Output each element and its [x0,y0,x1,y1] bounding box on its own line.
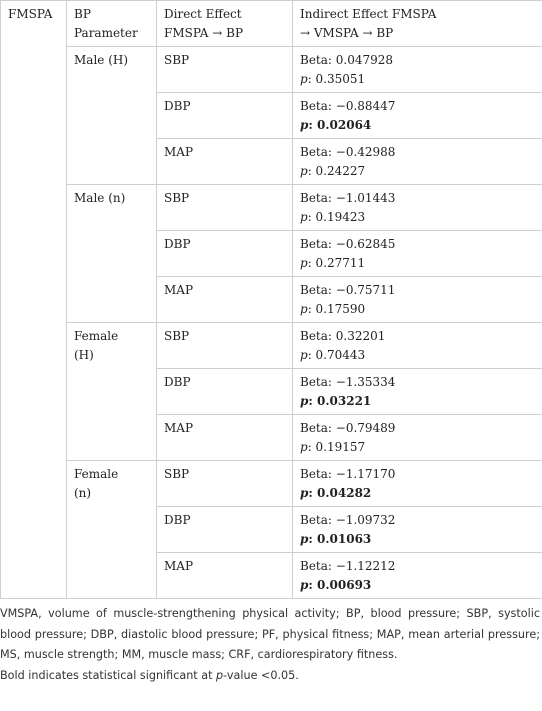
group-label [67,461,157,599]
beta-prefix: Beta: [300,421,336,435]
beta-prefix: Beta: [300,375,336,389]
beta-prefix: Beta: [300,283,336,297]
direct-beta [300,189,535,208]
direct-beta [300,235,535,254]
direct-p-value [300,208,535,227]
beta-prefix: Beta: [300,191,336,205]
p-prefix: p [300,532,309,546]
p-colon: : [307,72,316,86]
bp-parameter-cell: DBP [157,507,293,553]
table-row [1,185,542,231]
direct-p-value [300,116,535,135]
direct-effect-cell [293,323,542,369]
bp-parameter-cell: MAP [157,139,293,185]
p-colon: : [307,348,316,362]
group-label-line1: Female [74,329,119,343]
p-value: 0.19423 [315,210,366,224]
group-label [67,47,157,185]
direct-p-value [300,300,535,319]
p-colon: : [308,394,317,408]
direct-p-value [300,438,535,457]
direct-p-value [300,484,535,503]
group-label-line1: Male (n) [74,191,126,205]
p-colon: : [308,118,317,132]
direct-effect-cell [293,461,542,507]
direct-p-value [300,70,535,89]
p-prefix: p [300,440,308,454]
p-value: 0.24227 [315,164,366,178]
bp-parameter-cell: DBP [157,231,293,277]
bold-significance-note: Bold indicates statistical significant at p-value <0.05. [0,668,299,682]
beta-prefix: Beta: [300,99,336,113]
direct-beta [300,327,535,346]
direct-beta [300,419,535,438]
p-colon: : [307,256,316,270]
beta-prefix: Beta: [300,237,336,251]
header-bp-parameter [67,1,157,47]
bp-parameter-cell: MAP [157,277,293,323]
group-label [67,323,157,461]
p-prefix: p [300,164,308,178]
bp-parameter-cell: DBP [157,93,293,139]
p-value: 0.04282 [317,486,372,500]
direct-beta [300,511,535,530]
p-value: 0.02064 [317,118,372,132]
p-value: 0.27711 [315,256,366,270]
p-colon: : [307,210,316,224]
direct-beta [300,557,535,576]
p-value: 0.03221 [317,394,372,408]
direct-effect-cell [293,369,542,415]
p-colon: : [307,440,316,454]
beta-value: −0.62845 [335,237,396,251]
p-prefix: p [300,486,309,500]
p-value: 0.00693 [317,578,372,592]
p-colon: : [308,532,317,546]
beta-value: 0.32201 [335,329,386,343]
group-label [67,185,157,323]
header-bp-line2: Parameter [74,26,138,40]
p-prefix: p [300,118,309,132]
direct-beta [300,373,535,392]
p-prefix: p [300,578,309,592]
p-prefix: p [300,394,309,408]
bp-parameter-cell: SBP [157,323,293,369]
header-direct-line1: Direct Effect [164,7,242,21]
p-value: 0.01063 [317,532,372,546]
p-value: 0.70443 [315,348,366,362]
direct-beta [300,143,535,162]
beta-prefix: Beta: [300,329,336,343]
group-label-line2: (n) [74,486,92,500]
beta-prefix: Beta: [300,513,336,527]
header-row [1,1,542,47]
bp-parameter-cell: DBP [157,369,293,415]
beta-prefix: Beta: [300,145,336,159]
bp-parameter-cell: SBP [157,47,293,93]
table-row [1,461,542,507]
direct-effect-cell [293,277,542,323]
direct-effect-cell [293,93,542,139]
p-value: 0.19157 [315,440,366,454]
p-colon: : [307,302,316,316]
direct-effect-cell [293,553,542,599]
direct-effect-cell [293,139,542,185]
direct-beta [300,281,535,300]
header-indirect-line2: → VMSPA → BP [300,26,394,40]
bp-parameter-cell: SBP [157,185,293,231]
p-colon: : [308,486,317,500]
header-direct-line2: FMSPA → BP [164,26,244,40]
p-prefix: p [300,348,308,362]
direct-beta [300,51,535,70]
header-direct-effect [157,1,293,47]
header-indirect-effect [293,1,542,47]
direct-effect-cell [293,507,542,553]
table-footnotes [0,604,540,686]
beta-value: −1.12212 [335,559,396,573]
direct-effect-cell [293,47,542,93]
beta-value: −0.42988 [335,145,396,159]
beta-value: −1.09732 [335,513,396,527]
group-label-line1: Male (H) [74,53,129,67]
group-label-line1: Female [74,467,119,481]
abbreviations-note: VMSPA, volume of muscle-strengthening physical activity; BP, blood pressure; SBP, systolic blood pressure; DBP, diastolic blood pressure; PF, physical fitness; MAP, mean arterial pressure; MS, muscle strength; MM, muscle mass; CRF, cardiorespiratory fitness. [0,607,540,661]
beta-value: −0.75711 [335,283,396,297]
direct-p-value [300,346,535,365]
direct-beta [300,465,535,484]
direct-p-value [300,576,535,595]
beta-value: −0.79489 [335,421,396,435]
table-row [1,47,542,93]
beta-value: −0.88447 [335,99,396,113]
bp-parameter-cell: MAP [157,415,293,461]
beta-value: −1.17170 [335,467,396,481]
header-indirect-line1: Indirect Effect FMSPA [300,7,437,21]
p-prefix: p [300,210,308,224]
beta-value: −1.01443 [335,191,396,205]
direct-effect-cell [293,231,542,277]
direct-effect-cell [293,185,542,231]
beta-prefix: Beta: [300,559,336,573]
header-bp-line1: BP [74,7,91,21]
direct-p-value [300,162,535,181]
beta-prefix: Beta: [300,53,336,67]
p-value: 0.17590 [315,302,366,316]
direct-p-value [300,254,535,273]
p-value: 0.35051 [315,72,366,86]
header-fmspa: FMSPA [1,1,67,599]
p-colon: : [308,578,317,592]
direct-p-value [300,392,535,411]
bp-parameter-cell: MAP [157,553,293,599]
bp-parameter-cell: SBP [157,461,293,507]
p-prefix: p [300,256,308,270]
direct-effect-cell [293,415,542,461]
group-label-line2: (H) [74,348,94,362]
beta-value: −1.35334 [335,375,396,389]
p-prefix: p [300,72,308,86]
p-prefix: p [300,302,308,316]
p-colon: : [307,164,316,178]
beta-value: 0.047928 [335,53,394,67]
direct-p-value [300,530,535,549]
beta-prefix: Beta: [300,467,336,481]
direct-beta [300,97,535,116]
table-row [1,323,542,369]
